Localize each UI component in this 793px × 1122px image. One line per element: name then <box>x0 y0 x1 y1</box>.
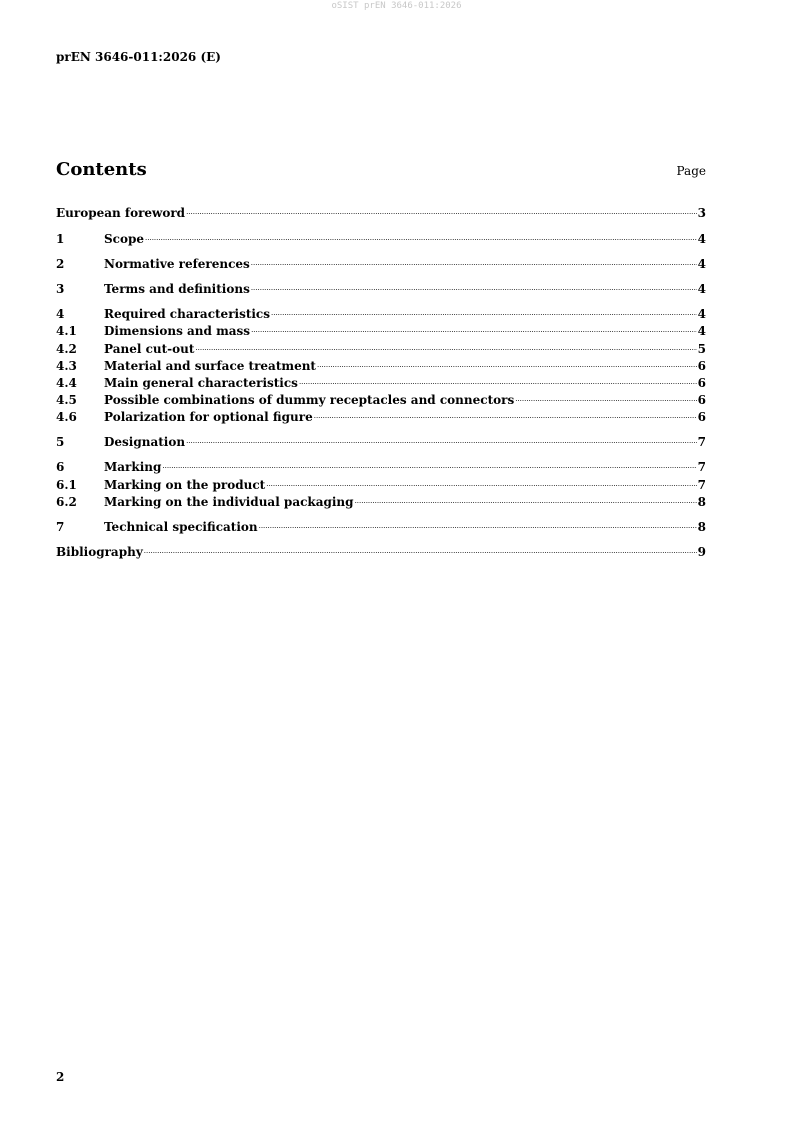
document-id: prEN 3646-011:2026 (E) <box>56 50 221 64</box>
page-column-label: Page <box>676 164 706 178</box>
toc-entry-marking[interactable] <box>56 455 706 474</box>
toc-entry-page: 4 <box>697 307 706 321</box>
toc-leader-dots <box>251 319 697 335</box>
toc-leader-dots <box>317 354 697 370</box>
toc-entry-dimensions-mass[interactable] <box>56 319 706 338</box>
toc-entry-possible-combinations[interactable] <box>56 388 706 407</box>
toc-entry-title: Marking on the individual packaging <box>104 495 354 509</box>
toc-entry-title: Designation <box>104 435 186 449</box>
toc-entry-polarization[interactable] <box>56 405 706 424</box>
toc-entry-number: 5 <box>56 435 65 449</box>
toc-entry-material-surface[interactable] <box>56 354 706 373</box>
toc-entry-number: 6.2 <box>56 495 77 509</box>
toc-leader-dots <box>355 490 697 506</box>
toc-entry-designation[interactable] <box>56 430 706 449</box>
toc-leader-dots <box>266 473 696 489</box>
toc-entry-marking-packaging[interactable] <box>56 490 706 509</box>
toc-leader-dots <box>145 227 697 243</box>
toc-entry-number: 7 <box>56 520 65 534</box>
toc-entry-number: 4 <box>56 307 65 321</box>
page-number: 2 <box>56 1070 65 1084</box>
toc-entry-number: 1 <box>56 232 65 246</box>
toc-entry-page: 3 <box>697 206 706 220</box>
toc-entry-number: 3 <box>56 282 65 296</box>
toc-entry-bibliography[interactable] <box>56 540 706 559</box>
toc-entry-page: 4 <box>697 232 706 246</box>
toc-entry-panel-cut-out[interactable] <box>56 337 706 356</box>
toc-entry-title: Technical specification <box>104 520 258 534</box>
toc-entry-terms-definitions[interactable] <box>56 277 706 296</box>
toc-entry-normative-references[interactable] <box>56 252 706 271</box>
toc-leader-dots <box>162 455 696 471</box>
toc-entry-number: 4.2 <box>56 342 77 356</box>
toc-entry-title: Normative references <box>104 257 250 271</box>
toc-entry-page: 4 <box>697 324 706 338</box>
toc-entry-title: Dimensions and mass <box>104 324 251 338</box>
toc-entry-page: 5 <box>697 342 706 356</box>
toc-entry-number: 6 <box>56 460 65 474</box>
toc-leader-dots <box>186 430 697 446</box>
toc-entry-number: 4.5 <box>56 393 77 407</box>
toc-entry-page: 8 <box>697 495 706 509</box>
toc-entry-technical-specification[interactable] <box>56 515 706 534</box>
toc-leader-dots <box>195 337 696 353</box>
toc-entry-scope[interactable] <box>56 227 706 246</box>
toc-entry-number: 4.3 <box>56 359 77 373</box>
toc-entry-title: Material and surface treatment <box>104 359 316 373</box>
toc-entry-number: 4.1 <box>56 324 77 338</box>
toc-leader-dots <box>299 371 697 387</box>
toc-entry-foreword[interactable] <box>56 201 706 220</box>
toc-entry-page: 7 <box>697 435 706 449</box>
toc-entry-page: 6 <box>697 376 706 390</box>
toc-entry-number: 4.4 <box>56 376 77 390</box>
toc-entry-number: 4.6 <box>56 410 77 424</box>
toc-leader-dots <box>259 515 697 531</box>
toc-entry-title: Required characteristics <box>104 307 270 321</box>
toc-leader-dots <box>186 201 697 217</box>
toc-entry-title: Marking on the product <box>104 478 266 492</box>
toc-entry-page: 4 <box>697 257 706 271</box>
toc-entry-page: 6 <box>697 410 706 424</box>
toc-entry-main-general-characteristics[interactable] <box>56 371 706 390</box>
toc-entry-title: Scope <box>104 232 145 246</box>
toc-entry-number: 6.1 <box>56 478 77 492</box>
toc-entry-title: Panel cut-out <box>104 342 195 356</box>
toc-leader-dots <box>144 540 697 556</box>
toc-leader-dots <box>251 277 697 293</box>
toc-entry-page: 6 <box>697 393 706 407</box>
toc-entry-page: 8 <box>697 520 706 534</box>
toc-entry-title: Marking <box>104 460 162 474</box>
toc-entry-page: 4 <box>697 282 706 296</box>
toc-entry-page: 7 <box>697 478 706 492</box>
toc-entry-page: 9 <box>697 545 706 559</box>
toc-entry-title: Main general characteristics <box>104 376 298 390</box>
contents-heading: Contents <box>56 159 147 180</box>
toc-entry-title: Possible combinations of dummy receptacles and connectors <box>104 393 515 407</box>
toc-entry-title: Terms and definitions <box>104 282 250 296</box>
toc-entry-marking-product[interactable] <box>56 473 706 492</box>
toc-entry-required-characteristics[interactable] <box>56 302 706 321</box>
toc-entry-title: European foreword <box>56 206 186 220</box>
toc-entry-title: Polarization for optional figure <box>104 410 313 424</box>
toc-leader-dots <box>515 388 696 404</box>
toc-leader-dots <box>251 252 697 268</box>
toc-entry-title: Bibliography <box>56 545 143 559</box>
toc-entry-number: 2 <box>56 257 65 271</box>
toc-leader-dots <box>271 302 697 318</box>
watermark: oSIST prEN 3646-011:2026 <box>331 1 462 11</box>
toc-entry-page: 7 <box>697 460 706 474</box>
toc-leader-dots <box>314 405 697 421</box>
toc-entry-page: 6 <box>697 359 706 373</box>
